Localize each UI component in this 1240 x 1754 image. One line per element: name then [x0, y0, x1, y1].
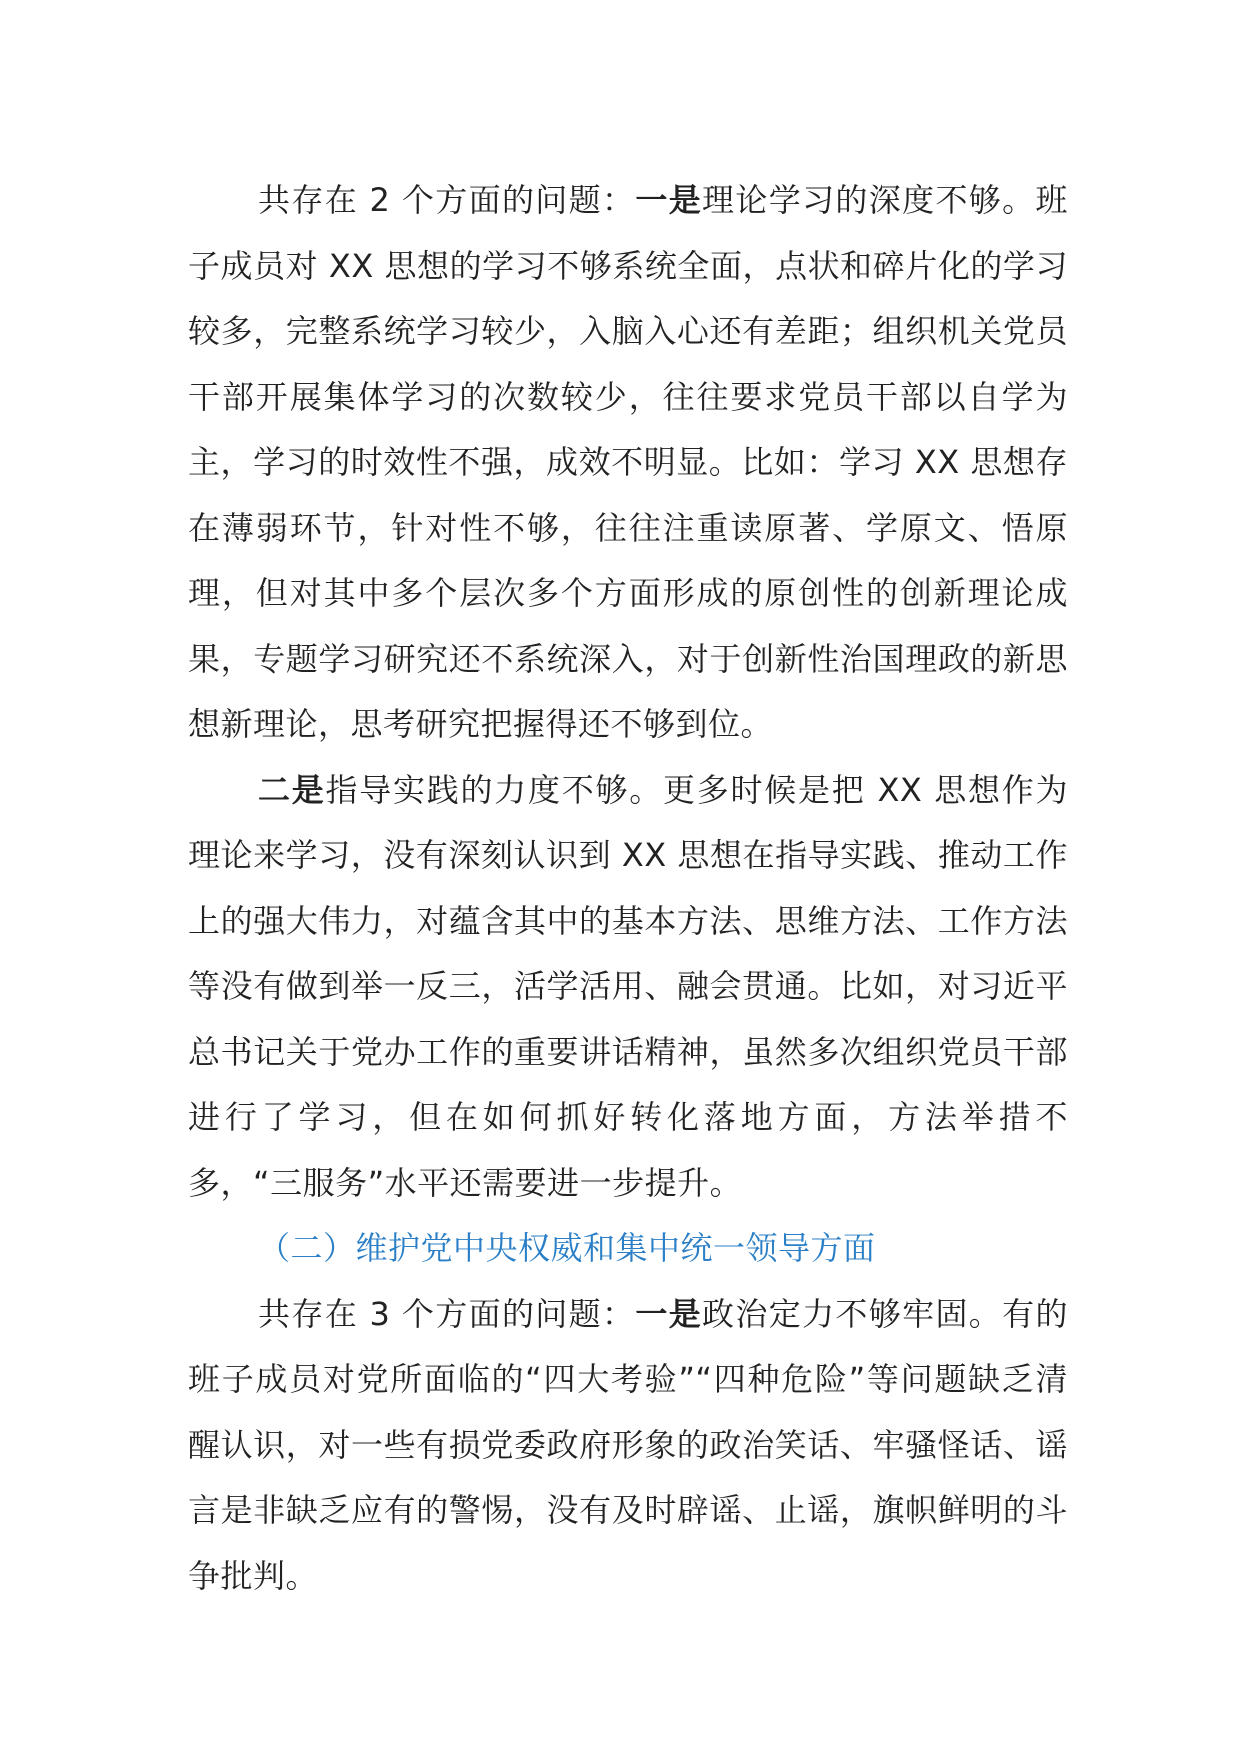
paragraph-intro: 共存在 3 个方面的问题：: [258, 1294, 636, 1333]
paragraph-practice-guidance: [188, 758, 1068, 1217]
lead-phrase-first: 一是: [635, 181, 703, 219]
document-page: [188, 168, 1068, 1609]
paragraph-body: 政治定力不够牢固。有的班子成员对党所面临的“四大考验”“四种危险”等问题缺乏清醒认识，对一些有损党委政府形象的政治笑话、牢骚怪话、谣言是非缺乏应有的警惕，没有及时辟谣、止谣，旗帜鲜明的斗争批判。: [188, 1294, 1068, 1595]
paragraph-theory-study: [188, 168, 1068, 758]
lead-phrase-second: 二是: [258, 770, 326, 809]
paragraph-intro: 共存在 2 个方面的问题：: [258, 181, 636, 219]
paragraph-political-resolve: [188, 1282, 1068, 1610]
paragraph-body: 理论学习的深度不够。班子成员对 XX 思想的学习不够系统全面，点状和碎片化的学习较多，完整系统学习较少，入脑入心还有差距；组织机关党员干部开展集体学习的次数较少，往往要求党员干部以自学为主，学习的时效性不强，成效不明显。比如：学习 XX 思想存在薄弱环节，针对性不够，往往注重读原著、学原文、悟原理，但对其中多个层次多个方面形成的原创性的创新理论成果，专题学习研究还不系统深入，对于创新性治国理政的新思想新理论，思考研究把握得还不够到位。: [188, 181, 1068, 743]
section-heading: （二）维护党中央权威和集中统一领导方面: [258, 1229, 876, 1267]
paragraph-body: 指导实践的力度不够。更多时候是把 XX 思想作为理论来学习，没有深刻认识到 XX 思想在指导实践、推动工作上的强大伟力，对蕴含其中的基本方法、思维方法、工作方法等没有做到举一反三，活学活用、融会贯通。比如，对习近平总书记关于党办工作的重要讲话精神，虽然多次组织党员干部进行了学习，但在如何抓好转化落地方面，方法举措不多，“三服务”水平还需要进一步提升。: [188, 770, 1068, 1202]
lead-phrase-first: 一是: [635, 1294, 703, 1333]
